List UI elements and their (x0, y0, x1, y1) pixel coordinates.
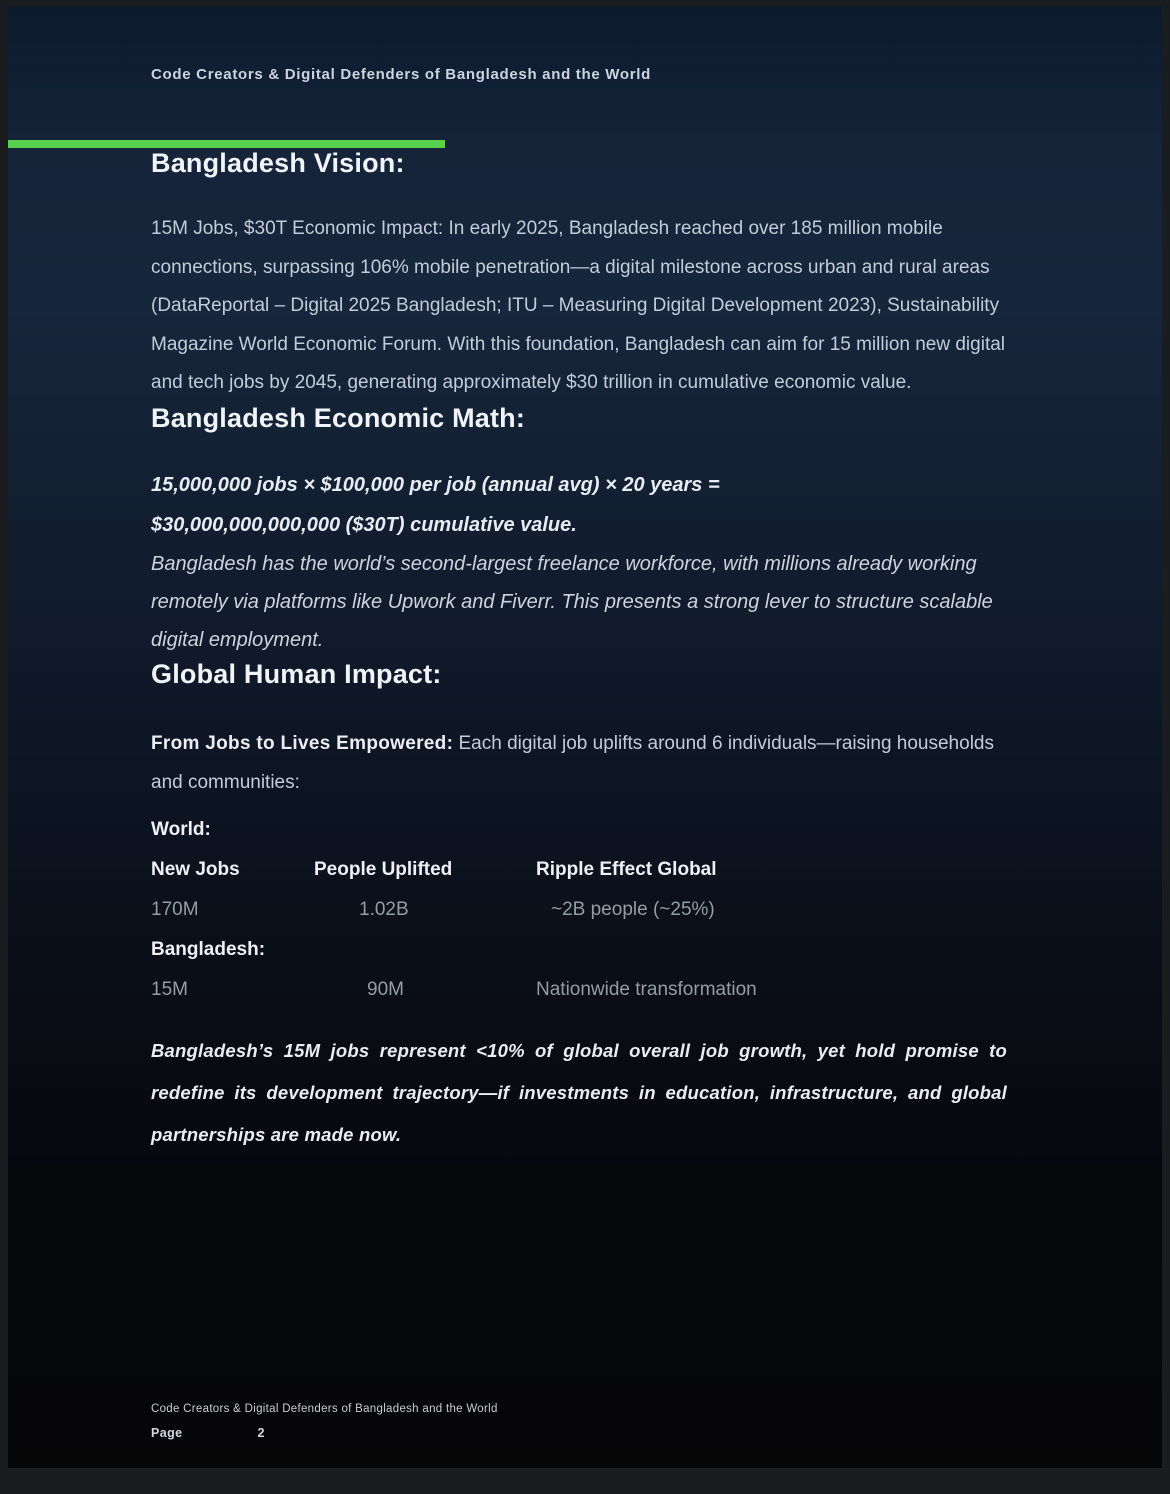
impact-lead-paragraph (151, 724, 1007, 802)
section-heading-bangladesh-vision: Bangladesh Vision: (151, 148, 405, 178)
world-ripple-effect-value: ~2B people (~25%) (551, 898, 715, 920)
document-header-title: Code Creators & Digital Defenders of Bangladesh and the World (151, 66, 651, 83)
bangladesh-new-jobs-value: 15M (151, 978, 188, 1000)
vision-body-paragraph: 15M Jobs, $30T Economic Impact: In early 2025, Bangladesh reached over 185 million mobile connections, surpassing 106% mobile penetration—a digital milestone across urban and rural areas (DataReportal – Digital 2025 Bangladesh; ITU – Measuring Digital Development 2023), Sustainability Magazine World Economic Forum. With this foundation, Bangladesh can aim for 15 million new digital and tech jobs by 2045, generating approximately $30 trillion in cumulative economic value. (151, 218, 1006, 393)
bangladesh-ripple-effect-value: Nationwide transformation (536, 978, 757, 1000)
document-footer (151, 1403, 498, 1440)
formula-line-1: 15,000,000 jobs × $100,000 per job (annual avg) × 20 years = (151, 473, 720, 496)
footer-page-number: 2 (257, 1426, 265, 1440)
impact-table (151, 810, 1007, 1010)
footer-title-line: Code Creators & Digital Defenders of Bangladesh and the World (151, 1403, 498, 1415)
economic-math-note: Bangladesh has the world’s second-largest freelance workforce, with millions already working remotely via platforms like Upwork and Fiverr. This presents a strong lever to structure scalable digital employment. (151, 552, 993, 651)
section-heading-economic-math: Bangladesh Economic Math: (151, 402, 526, 433)
economic-math-formula (151, 465, 1007, 545)
table-row-bangladesh (151, 970, 1007, 1010)
footer-page-label: Page (151, 1426, 183, 1440)
table-header-new-jobs: New Jobs (151, 858, 240, 880)
world-people-uplifted-value: 1.02B (359, 898, 409, 920)
table-group-label-bangladesh: Bangladesh: (151, 938, 266, 960)
document-page (8, 6, 1162, 1468)
table-row-world (151, 890, 1007, 930)
table-header-row (151, 850, 1007, 890)
accent-bar (8, 140, 445, 148)
formula-line-2: $30,000,000,000,000 ($30T) cumulative value. (151, 513, 577, 536)
impact-lead-text: Each digital job uplifts around 6 individuals—raising households and communities: (151, 732, 994, 793)
impact-lead-bold: From Jobs to Lives Empowered: (151, 732, 454, 754)
footer-page-row (151, 1426, 498, 1440)
bangladesh-people-uplifted-value: 90M (367, 978, 404, 1000)
table-header-people-uplifted: People Uplifted (314, 858, 453, 880)
section-heading-global-human-impact: Global Human Impact: (151, 658, 442, 689)
table-header-ripple-effect: Ripple Effect Global (536, 858, 717, 880)
table-group-label-world: World: (151, 818, 211, 840)
world-new-jobs-value: 170M (151, 898, 199, 920)
impact-closing-paragraph: Bangladesh’s 15M jobs represent <10% of global overall job growth, yet hold promise to redefine its development trajectory—if investments in education, infrastructure, and global partnerships are made now. (151, 1039, 1007, 1145)
